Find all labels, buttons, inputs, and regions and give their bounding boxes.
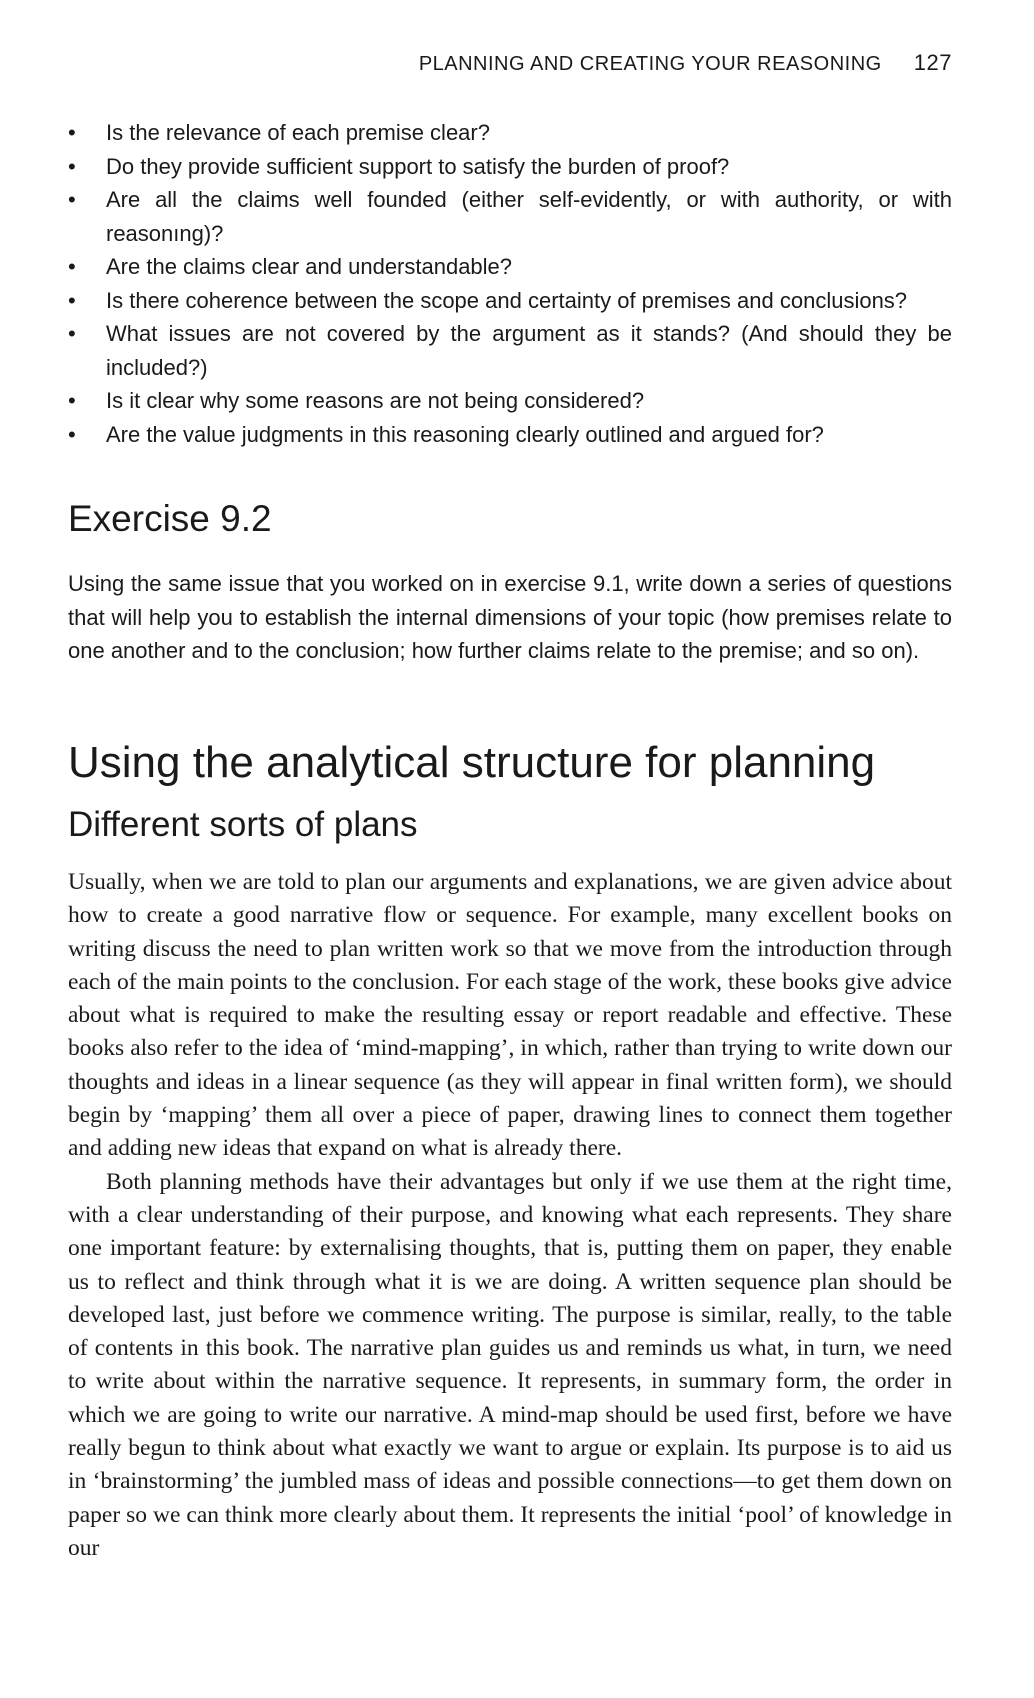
section-subheading: Different sorts of plans: [68, 805, 418, 844]
checklist-item: [68, 418, 952, 452]
bullet-icon: •: [68, 287, 76, 313]
checklist-item: [68, 317, 952, 384]
bullet-icon: •: [68, 421, 76, 447]
bullet-icon: •: [68, 254, 76, 279]
checklist-item-text: Are all the claims well founded (either self-evidently, or with authority, or with reasonıng)?: [106, 187, 952, 246]
checklist-item: [68, 183, 952, 250]
exercise-heading: Exercise 9.2: [68, 498, 272, 539]
page-number: 127: [913, 50, 952, 75]
bullet-icon: •: [68, 153, 76, 179]
checklist-item-text: Is there coherence between the scope and certainty of premises and conclusions?: [106, 287, 908, 313]
running-header: [419, 50, 952, 76]
checklist-item: [68, 116, 952, 150]
checklist-item-text: What issues are not covered by the argument as it stands? (And should they be included?): [106, 321, 952, 380]
running-header-title: PLANNING AND CREATING YOUR REASONING: [418, 53, 882, 75]
bullet-icon: •: [68, 120, 76, 145]
checklist-item-text: Do they provide sufficient support to satisfy the burden of proof?: [106, 153, 730, 179]
checklist-item: [68, 284, 952, 318]
review-checklist: [68, 116, 952, 451]
checklist-item: [68, 384, 952, 418]
checklist-item-text: Are the claims clear and understandable?: [106, 254, 513, 279]
body-paragraph: Both planning methods have their advantages but only if we use them at the right time, with a clear understanding of their purpose, and knowing what each represents. They share one important feature: by externalising thoughts, that is, putting them on paper, they enable us to reflect and think through what it is we are doing. A written sequence plan should be developed last, just before we commence writing. The purpose is similar, really, to the table of contents in this book. The narrative plan guides us and reminds us what, in turn, we need to write about within the narrative sequence. It represents, in summary form, the order in which we are going to write our narrative. A mind-map should be used first, before we have really begun to think about what exactly we want to argue or explain. Its purpose is to aid us in ‘brainstorming’ the jumbled mass of ideas and possible connections—to get them down on paper so we can think more clearly about them. It represents the initial ‘pool’ of knowledge in our: [68, 1168, 952, 1561]
exercise-instructions: Using the same issue that you worked on in exercise 9.1, write down a series of questions that will help you to establish the internal dimensions of your topic (how premises relate to one another and to the conclusion; how further claims relate to the premise; and so on).: [68, 571, 952, 663]
bullet-icon: •: [68, 187, 76, 212]
checklist-item: [68, 250, 952, 284]
checklist-item-text: Are the value judgments in this reasoning clearly outlined and argued for?: [106, 421, 824, 447]
bullet-icon: •: [68, 388, 76, 413]
section-heading: Using the analytical structure for planning: [68, 738, 876, 787]
bullet-icon: •: [68, 321, 76, 346]
checklist-item: [68, 150, 952, 184]
checklist-item-text: Is it clear why some reasons are not being considered?: [106, 388, 645, 413]
body-paragraph: Usually, when we are told to plan our arguments and explanations, we are given advice about how to create a good narrative flow or sequence. For example, many excellent books on writing discuss the need to plan written work so that we move from the introduction through each of the main points to the conclusion. For each stage of the work, these books give advice about what is required to make the resulting essay or report readable and effective. These books also refer to the idea of ‘mind-mapping’, in which, rather than trying to write down our thoughts and ideas in a linear sequence (as they will appear in final written form), we should begin by ‘mapping’ them all over a piece of paper, drawing lines to connect them together and adding new ideas that expand on what is already there.: [68, 869, 952, 1162]
checklist-item-text: Is the relevance of each premise clear?: [106, 120, 490, 145]
body-text: [68, 866, 952, 1565]
